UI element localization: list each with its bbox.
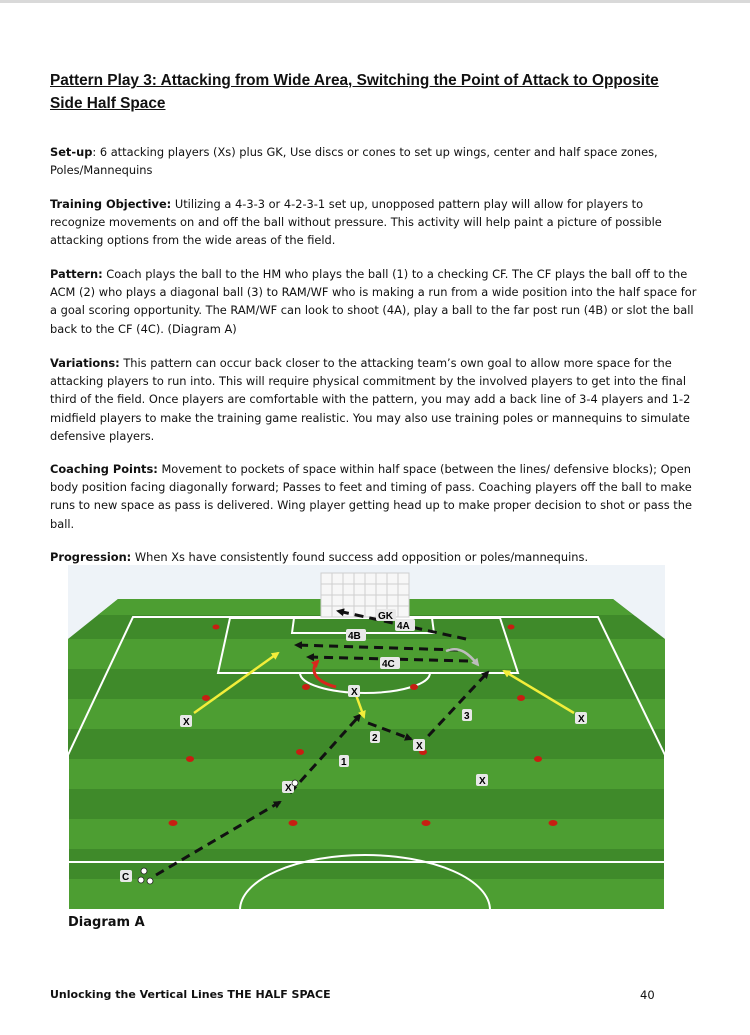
- coach-c: [120, 870, 132, 883]
- svg-text:4B: 4B: [348, 631, 361, 642]
- coaching-points-paragraph: [50, 460, 700, 533]
- label-4a: [395, 619, 415, 632]
- label-gk: [376, 609, 396, 622]
- player-x-left-wing: [180, 715, 192, 728]
- svg-text:X: X: [416, 741, 423, 752]
- label-pass-1: [339, 755, 349, 768]
- svg-text:1: 1: [341, 757, 347, 768]
- variations-text: This pattern can occur back closer to the attacking team’s own goal to allow more space for the attacking players to run into. This will require physical commitment by the involved players to get into the final third of the field. Once players are comfortable with the pattern, you may add a back line of 3-4 players and 1-2 midfield players to make the training game realistic. You may also use training poles or mannequins to simulate defensive players.: [50, 356, 691, 443]
- label-4b: [346, 629, 366, 642]
- player-x-cf: [348, 685, 360, 698]
- progression-paragraph: [50, 548, 700, 566]
- page-number: 40: [640, 988, 655, 1002]
- player-x-cm: [476, 774, 488, 787]
- label-pass-2: [370, 731, 380, 744]
- svg-text:X: X: [351, 687, 358, 698]
- player-x-right-wing: [575, 712, 587, 725]
- progression-text: When Xs have consistently found success add opposition or poles/mannequins.: [131, 550, 589, 564]
- diagram-caption: Diagram A: [68, 915, 145, 930]
- page-top-rule: [0, 0, 750, 3]
- coaching-points-label: Coaching Points:: [50, 462, 158, 476]
- pattern-paragraph: [50, 265, 700, 338]
- diagram-a-pitch: [68, 565, 665, 910]
- variations-label: Variations:: [50, 356, 120, 370]
- svg-text:2: 2: [372, 733, 378, 744]
- variations-paragraph: [50, 354, 700, 445]
- pattern-label: Pattern:: [50, 267, 103, 281]
- svg-text:GK: GK: [378, 611, 393, 622]
- setup-label: Set-up: [50, 145, 93, 159]
- coaching-points-text: Movement to pockets of space within half space (between the lines/ defensive blocks); Open body position facing diagonally forward; Passes to feet and timing of pass. Coaching players off the ball to make runs to new space as pass is delivered. Wing player getting head up to make proper decision to shot or pass the ball.: [50, 462, 692, 531]
- svg-text:X: X: [285, 783, 292, 794]
- setup-paragraph: [50, 143, 700, 179]
- svg-text:3: 3: [464, 711, 470, 722]
- page-title: Pattern Play 3: Attacking from Wide Area, Switching the Point of Attack to Opposite Side Half Space: [50, 72, 659, 112]
- svg-text:4A: 4A: [397, 621, 410, 632]
- progression-label: Progression:: [50, 550, 132, 564]
- svg-text:X: X: [479, 776, 486, 787]
- objective-paragraph: [50, 195, 700, 250]
- objective-text: Utilizing a 4-3-3 or 4-2-3-1 set up, unopposed pattern play will allow for players to recognize movements on and off the ball without pressure. This activity will help paint a picture of possible attacking options from the wide areas of the field.: [50, 197, 662, 248]
- objective-label: Training Objective:: [50, 197, 172, 211]
- label-4c: [380, 657, 400, 670]
- pattern-text: Coach plays the ball to the HM who plays the ball (1) to a checking CF. The CF plays the ball off to the ACM (2) who plays a diagonal ball (3) to RAM/WF who is making a run from a wide position into the half space for a goal scoring opportunity. The RAM/WF can look to shoot (4A), play a ball to the far post run (4B) or slot the ball back to the CF (4C). (Diagram A): [50, 267, 697, 336]
- setup-text: : 6 attacking players (Xs) plus GK, Use discs or cones to set up wings, center and half space zones, Poles/Mannequins: [50, 145, 658, 178]
- player-x-acm: [413, 739, 425, 752]
- footer-title: Unlocking the Vertical Lines THE HALF SPACE: [50, 988, 331, 1001]
- svg-text:X: X: [183, 717, 190, 728]
- svg-text:C: C: [122, 872, 130, 883]
- label-pass-3: [462, 709, 472, 722]
- svg-text:4C: 4C: [382, 659, 395, 670]
- svg-text:X: X: [578, 714, 585, 725]
- pitch-grass: [68, 599, 665, 910]
